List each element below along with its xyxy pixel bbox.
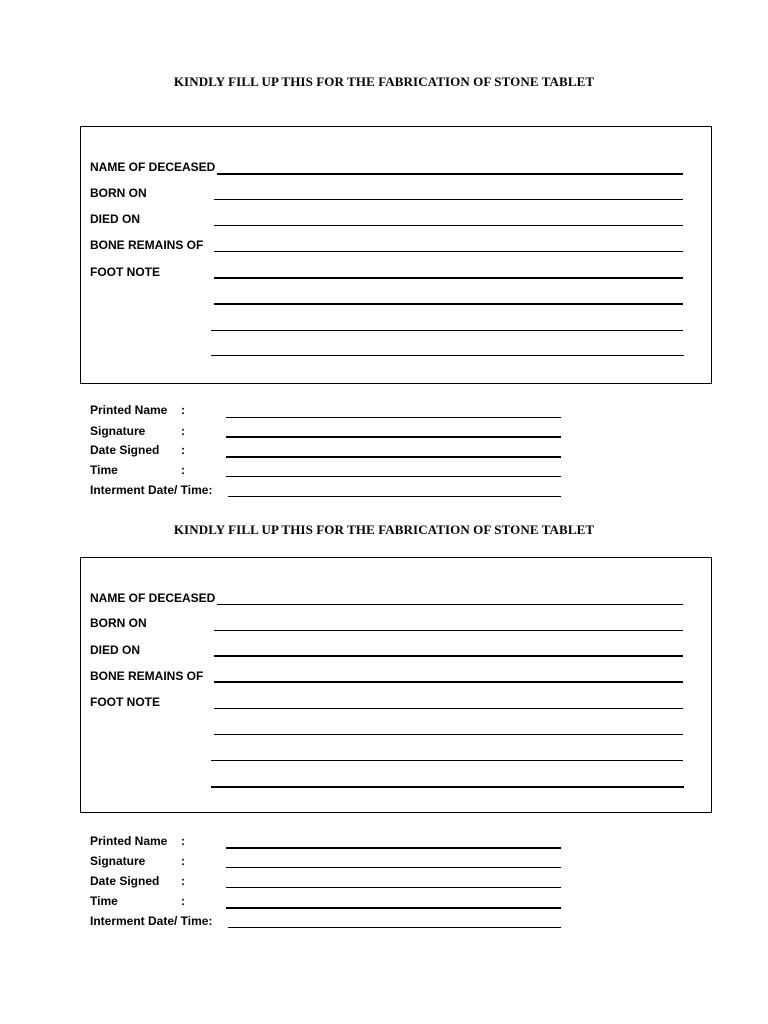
colon: : <box>181 424 185 438</box>
foot-note-label: FOOT NOTE <box>90 695 160 709</box>
foot-note-field[interactable] <box>211 330 683 331</box>
bone-remains-field[interactable] <box>214 251 683 252</box>
bone-remains-field[interactable] <box>214 681 683 683</box>
time-field[interactable] <box>226 476 561 477</box>
foot-note-label: FOOT NOTE <box>90 265 160 279</box>
colon: : <box>181 894 185 908</box>
form-title: KINDLY FILL UP THIS FOR THE FABRICATION OF STONE TABLET <box>173 522 595 537</box>
colon: : <box>181 834 185 848</box>
name-of-deceased-field[interactable] <box>217 604 683 605</box>
born-on-field[interactable] <box>214 199 683 200</box>
time-label: Time <box>90 894 118 908</box>
interment-date-time-field[interactable] <box>228 496 561 497</box>
signature-field[interactable] <box>226 867 561 868</box>
interment-date-time-field[interactable] <box>228 927 561 928</box>
colon: : <box>181 874 185 888</box>
died-on-field[interactable] <box>214 655 683 657</box>
died-on-label: DIED ON <box>90 212 141 226</box>
interment-date-time-label: Interment Date/ Time: <box>90 914 213 928</box>
time-field[interactable] <box>226 907 561 909</box>
died-on-field[interactable] <box>214 225 683 226</box>
colon: : <box>181 443 185 457</box>
colon: : <box>181 854 185 868</box>
printed-name-field[interactable] <box>226 417 561 418</box>
date-signed-label: Date Signed <box>90 443 160 457</box>
born-on-label: BORN ON <box>90 616 147 630</box>
foot-note-field[interactable] <box>214 708 683 709</box>
foot-note-field[interactable] <box>214 303 683 305</box>
name-of-deceased-label: NAME OF DECEASED <box>90 591 216 605</box>
date-signed-field[interactable] <box>226 456 561 458</box>
printed-name-field[interactable] <box>226 847 561 849</box>
signature-label: Signature <box>90 854 146 868</box>
printed-name-label: Printed Name <box>90 834 168 848</box>
time-label: Time <box>90 463 118 477</box>
colon: : <box>181 403 185 417</box>
name-of-deceased-label: NAME OF DECEASED <box>90 160 216 174</box>
foot-note-field[interactable] <box>211 786 684 788</box>
colon: : <box>181 463 185 477</box>
bone-remains-label: BONE REMAINS OF <box>90 238 204 252</box>
signature-label: Signature <box>90 424 146 438</box>
signature-field[interactable] <box>226 436 561 438</box>
form-title: KINDLY FILL UP THIS FOR THE FABRICATION OF STONE TABLET <box>173 74 595 89</box>
born-on-label: BORN ON <box>90 186 147 200</box>
date-signed-label: Date Signed <box>90 874 160 888</box>
foot-note-field[interactable] <box>211 355 684 356</box>
name-of-deceased-field[interactable] <box>217 173 683 175</box>
printed-name-label: Printed Name <box>90 403 168 417</box>
date-signed-field[interactable] <box>226 887 561 888</box>
foot-note-field[interactable] <box>214 734 683 735</box>
bone-remains-label: BONE REMAINS OF <box>90 669 204 683</box>
interment-date-time-label: Interment Date/ Time: <box>90 483 213 497</box>
died-on-label: DIED ON <box>90 643 141 657</box>
foot-note-field[interactable] <box>214 277 683 279</box>
foot-note-field[interactable] <box>211 760 683 761</box>
born-on-field[interactable] <box>214 630 683 631</box>
